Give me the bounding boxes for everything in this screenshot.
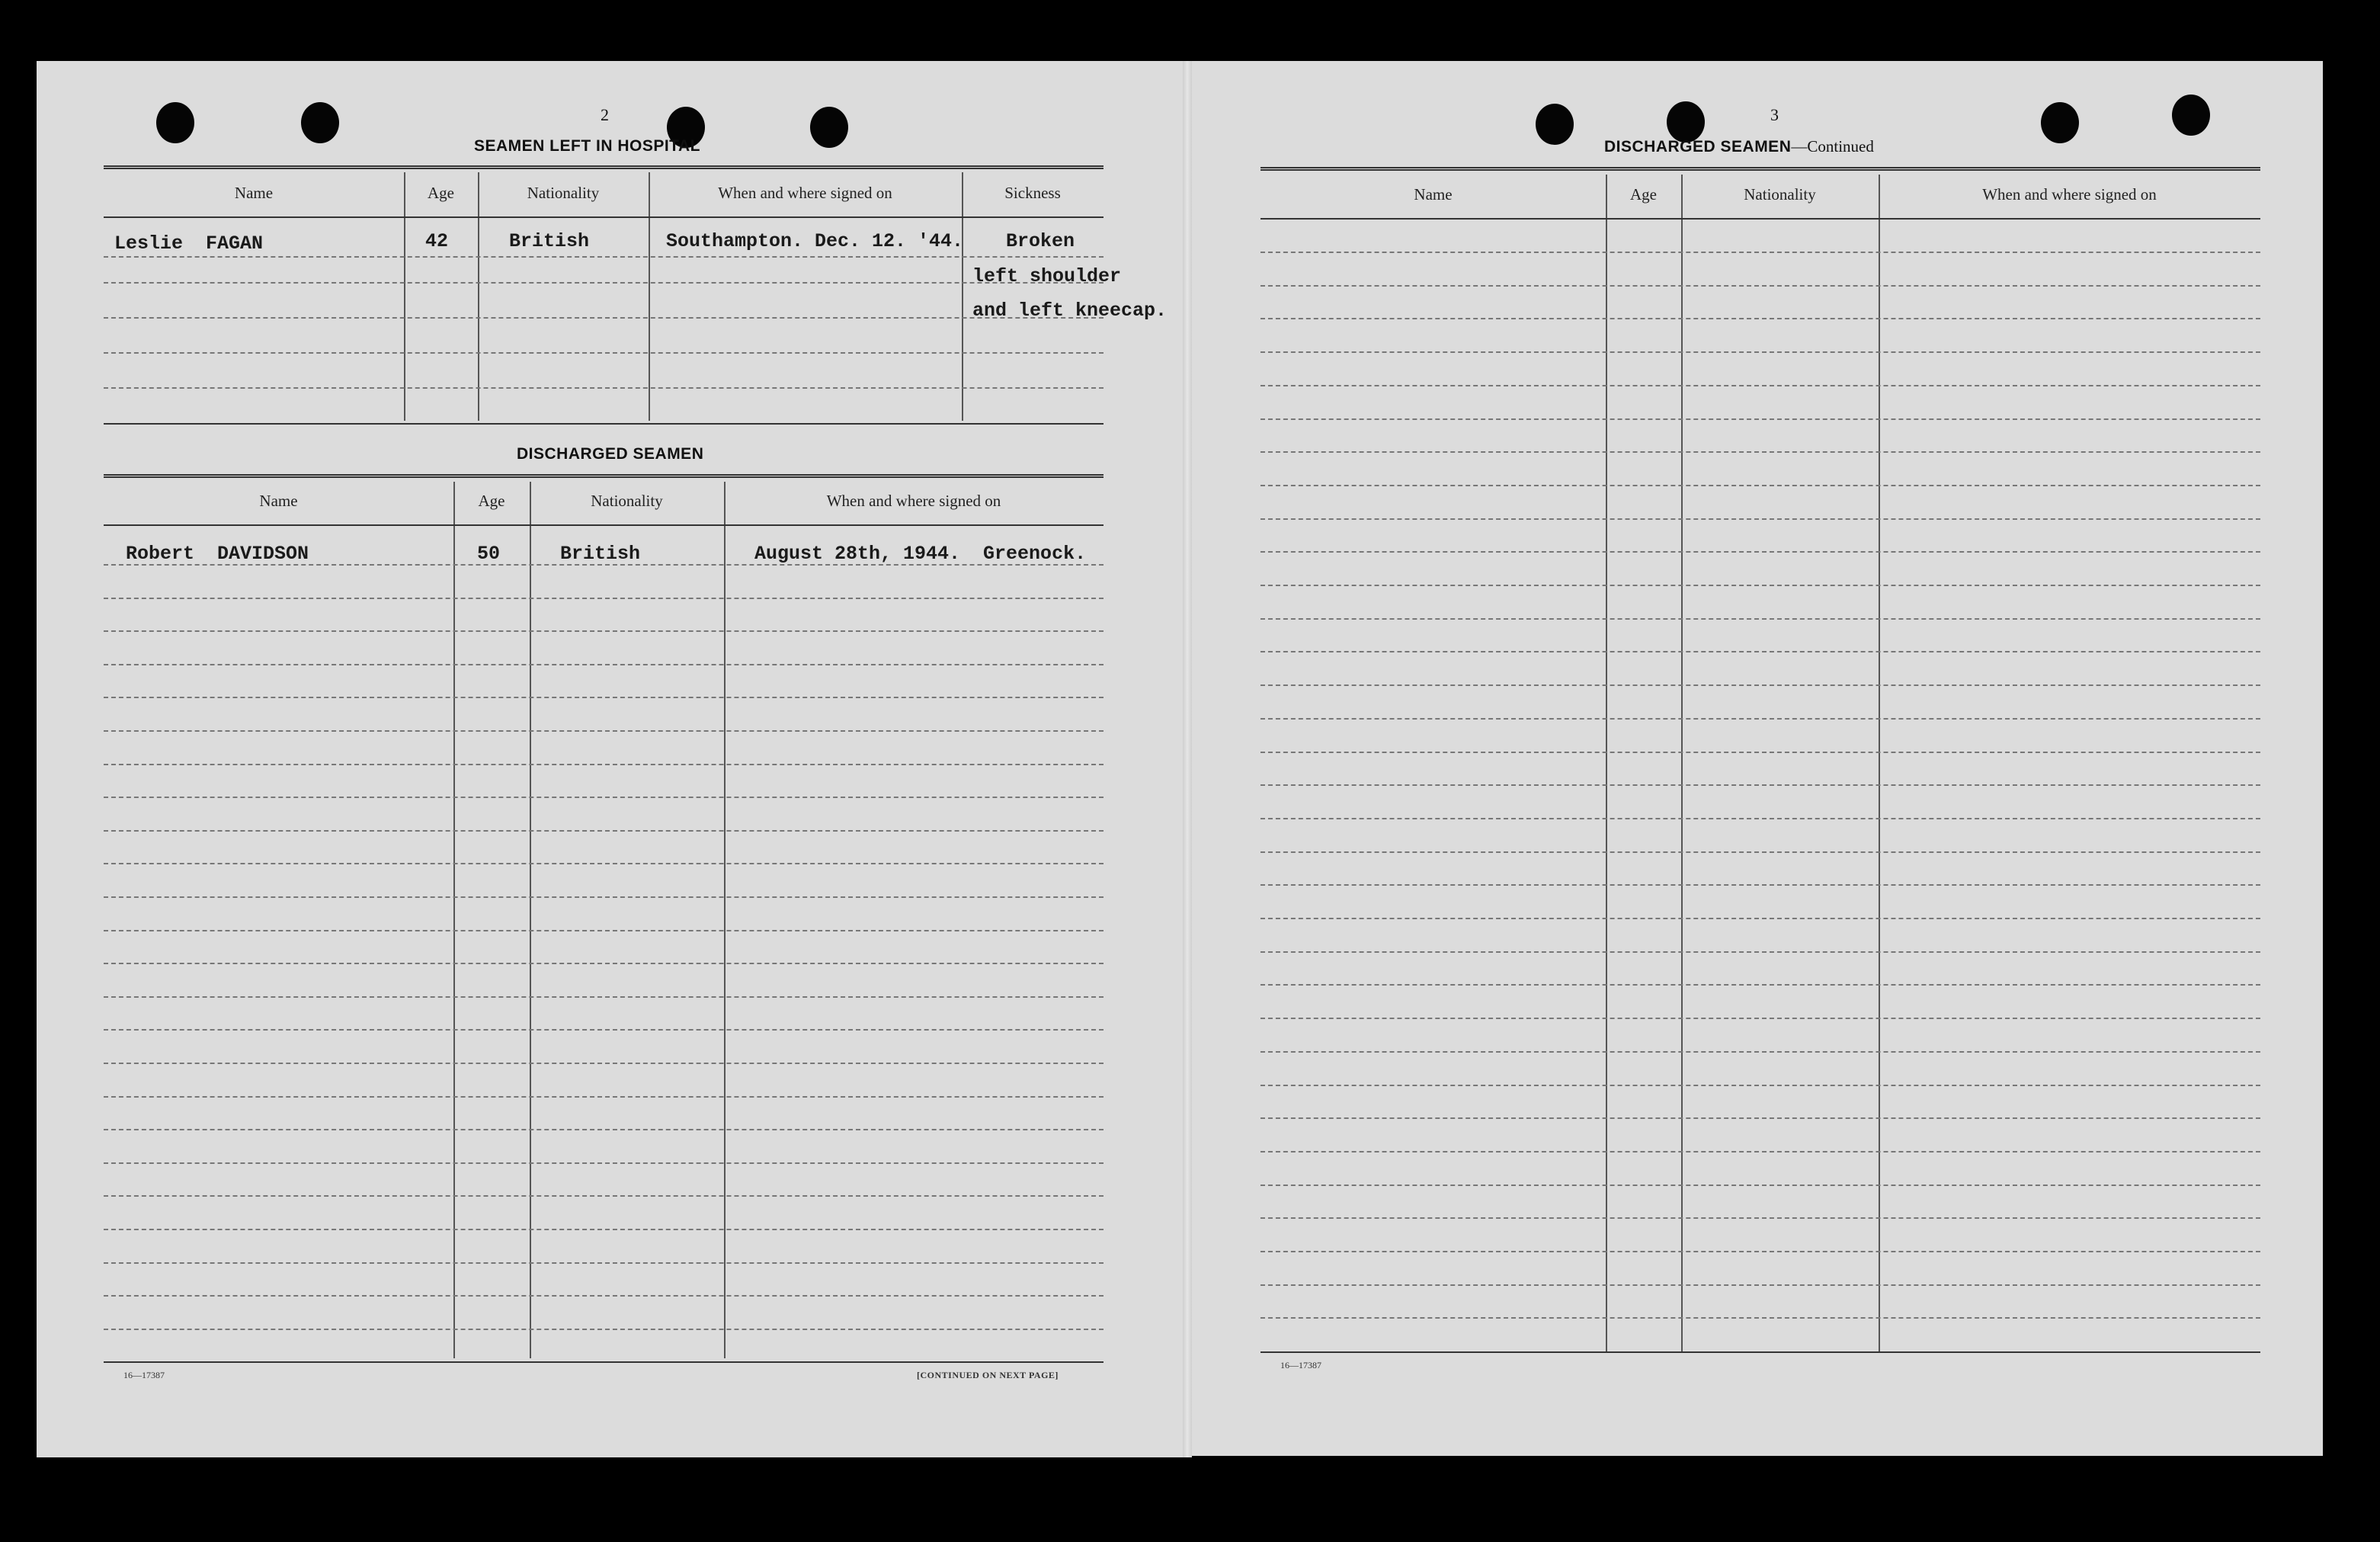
form-row-rule: [104, 1063, 1104, 1064]
punch-hole: [1536, 104, 1574, 145]
form-row-rule: [104, 1295, 1104, 1297]
form-row-rule: [104, 830, 1104, 832]
hospital-header-sickness: Sickness: [1004, 184, 1061, 202]
form-row-rule: [1260, 418, 2260, 420]
form-row-rule: [1260, 518, 2260, 520]
form-number-right: 16—17387: [1280, 1360, 1321, 1370]
form-row-rule: [1260, 485, 2260, 486]
form-row-rule: [1260, 784, 2260, 786]
form-row-rule: [1260, 551, 2260, 553]
form-row-rule: [1260, 318, 2260, 319]
form-row-rule: [104, 930, 1104, 931]
hospital-entry-signed: Southampton. Dec. 12. '44.: [666, 230, 964, 252]
discharged-section-title: DISCHARGED SEAMEN: [517, 445, 704, 463]
punch-hole: [2041, 102, 2079, 143]
form-row-rule: [104, 1262, 1104, 1264]
discharged-continued-title-text: DISCHARGED SEAMEN: [1604, 138, 1792, 155]
hospital-row-rule: [104, 352, 1104, 354]
hospital-header-name: Name: [234, 184, 274, 202]
discharged-entry-nationality: British: [560, 543, 641, 565]
discharged-header-nationality: Nationality: [591, 492, 663, 510]
punch-hole: [1667, 101, 1705, 143]
hospital-row-rule: [104, 256, 1104, 258]
page-number-right: 3: [1770, 105, 1779, 124]
form-row-rule: [1260, 451, 2260, 453]
form-row-rule: [1260, 252, 2260, 253]
discharged-entry-name: Robert DAVIDSON: [126, 543, 309, 565]
form-row-rule: [1260, 984, 2260, 986]
form-row-rule: [1260, 618, 2260, 620]
hospital-entry-sickness-line: Broken: [1006, 230, 1075, 252]
form-row-rule: [1260, 851, 2260, 853]
hospital-table-bottom-rule: [104, 423, 1104, 425]
form-row-rule: [1260, 651, 2260, 652]
hospital-header-age: Age: [428, 184, 454, 202]
right-header-name: Name: [1414, 185, 1453, 204]
form-row-rule: [104, 697, 1104, 698]
discharged-header-name: Name: [259, 492, 298, 510]
form-row-rule: [1260, 951, 2260, 953]
hospital-header-nationality: Nationality: [527, 184, 600, 202]
hospital-row-rule: [104, 387, 1104, 389]
right-table-top-rule: [1260, 167, 2260, 171]
form-row-rule: [104, 1129, 1104, 1130]
hospital-col-divider: [649, 172, 650, 421]
discharged-entry-age: 50: [477, 543, 501, 565]
form-row-rule: [104, 863, 1104, 864]
form-row-rule: [1260, 1284, 2260, 1286]
form-row-rule: [1260, 1018, 2260, 1019]
discharged-continued-title: [1604, 137, 1874, 156]
form-row-rule: [1260, 752, 2260, 753]
right-page: [1187, 61, 2323, 1456]
right-header-signed: When and where signed on: [1982, 185, 2157, 204]
punch-hole: [2172, 95, 2210, 136]
form-row-rule: [1260, 285, 2260, 287]
form-row-rule: [104, 1029, 1104, 1031]
form-row-rule: [1260, 884, 2260, 886]
hospital-entry-nationality: British: [509, 230, 590, 252]
hospital-entry-name: Leslie FAGAN: [114, 232, 264, 255]
hospital-section-title: SEAMEN LEFT IN HOSPITAL: [474, 137, 700, 155]
form-row-rule: [1260, 684, 2260, 686]
form-row-rule: [104, 730, 1104, 732]
right-table-bottom-rule: [1260, 1351, 2260, 1353]
discharged-header-signed: When and where signed on: [826, 492, 1001, 510]
discharged-table-top-rule: [104, 474, 1104, 478]
form-row-rule: [1260, 1217, 2260, 1219]
right-header-nationality: Nationality: [1744, 185, 1816, 204]
page-fold: [1183, 61, 1192, 1457]
form-row-rule: [1260, 585, 2260, 586]
discharged-header-rule: [104, 524, 1104, 526]
continued-suffix: —Continued: [1791, 137, 1874, 155]
discharged-header-age: Age: [478, 492, 505, 510]
page-number-left: 2: [601, 105, 609, 124]
form-row-rule: [1260, 1051, 2260, 1053]
form-row-rule: [1260, 1185, 2260, 1186]
form-row-rule: [104, 1329, 1104, 1330]
form-row-rule: [104, 797, 1104, 798]
form-row-rule: [104, 598, 1104, 599]
discharged-col-divider: [724, 482, 726, 1358]
continued-note: [CONTINUED ON NEXT PAGE]: [917, 1370, 1059, 1380]
hospital-entry-sickness-line: left shoulder: [972, 265, 1122, 287]
form-number-left: 16—17387: [123, 1370, 165, 1380]
hospital-col-divider: [478, 172, 479, 421]
punch-hole: [810, 107, 848, 148]
hospital-header-rule: [104, 216, 1104, 218]
hospital-header-signed: When and where signed on: [718, 184, 892, 202]
right-header-rule: [1260, 218, 2260, 220]
form-row-rule: [1260, 1151, 2260, 1152]
form-row-rule: [104, 1229, 1104, 1230]
discharged-entry-signed: August 28th, 1944. Greenock.: [754, 543, 1087, 565]
discharged-col-divider: [453, 482, 455, 1358]
form-row-rule: [104, 630, 1104, 632]
discharged-table-bottom-rule: [104, 1361, 1104, 1363]
form-row-rule: [1260, 1117, 2260, 1119]
form-row-rule: [1260, 818, 2260, 819]
form-row-rule: [104, 963, 1104, 964]
hospital-entry-sickness-line: and left kneecap.: [972, 300, 1168, 322]
form-row-rule: [104, 1096, 1104, 1098]
right-header-age: Age: [1630, 185, 1657, 204]
form-row-rule: [104, 764, 1104, 765]
form-row-rule: [1260, 351, 2260, 353]
punch-hole: [156, 102, 194, 143]
form-row-rule: [1260, 1251, 2260, 1252]
form-row-rule: [104, 896, 1104, 898]
form-row-rule: [1260, 1085, 2260, 1086]
discharged-col-divider: [530, 482, 531, 1358]
form-row-rule: [1260, 718, 2260, 720]
hospital-row-rule: [104, 282, 1104, 284]
form-row-rule: [1260, 918, 2260, 919]
form-row-rule: [104, 1195, 1104, 1197]
form-row-rule: [104, 664, 1104, 665]
hospital-col-divider: [962, 172, 963, 421]
punch-hole: [301, 102, 339, 143]
hospital-col-divider: [404, 172, 405, 421]
form-row-rule: [104, 996, 1104, 998]
hospital-table-top-rule: [104, 165, 1104, 169]
hospital-row-rule: [104, 317, 1104, 319]
form-row-rule: [1260, 1317, 2260, 1319]
form-row-rule: [1260, 385, 2260, 386]
form-row-rule: [104, 1162, 1104, 1164]
hospital-entry-age: 42: [425, 230, 449, 252]
